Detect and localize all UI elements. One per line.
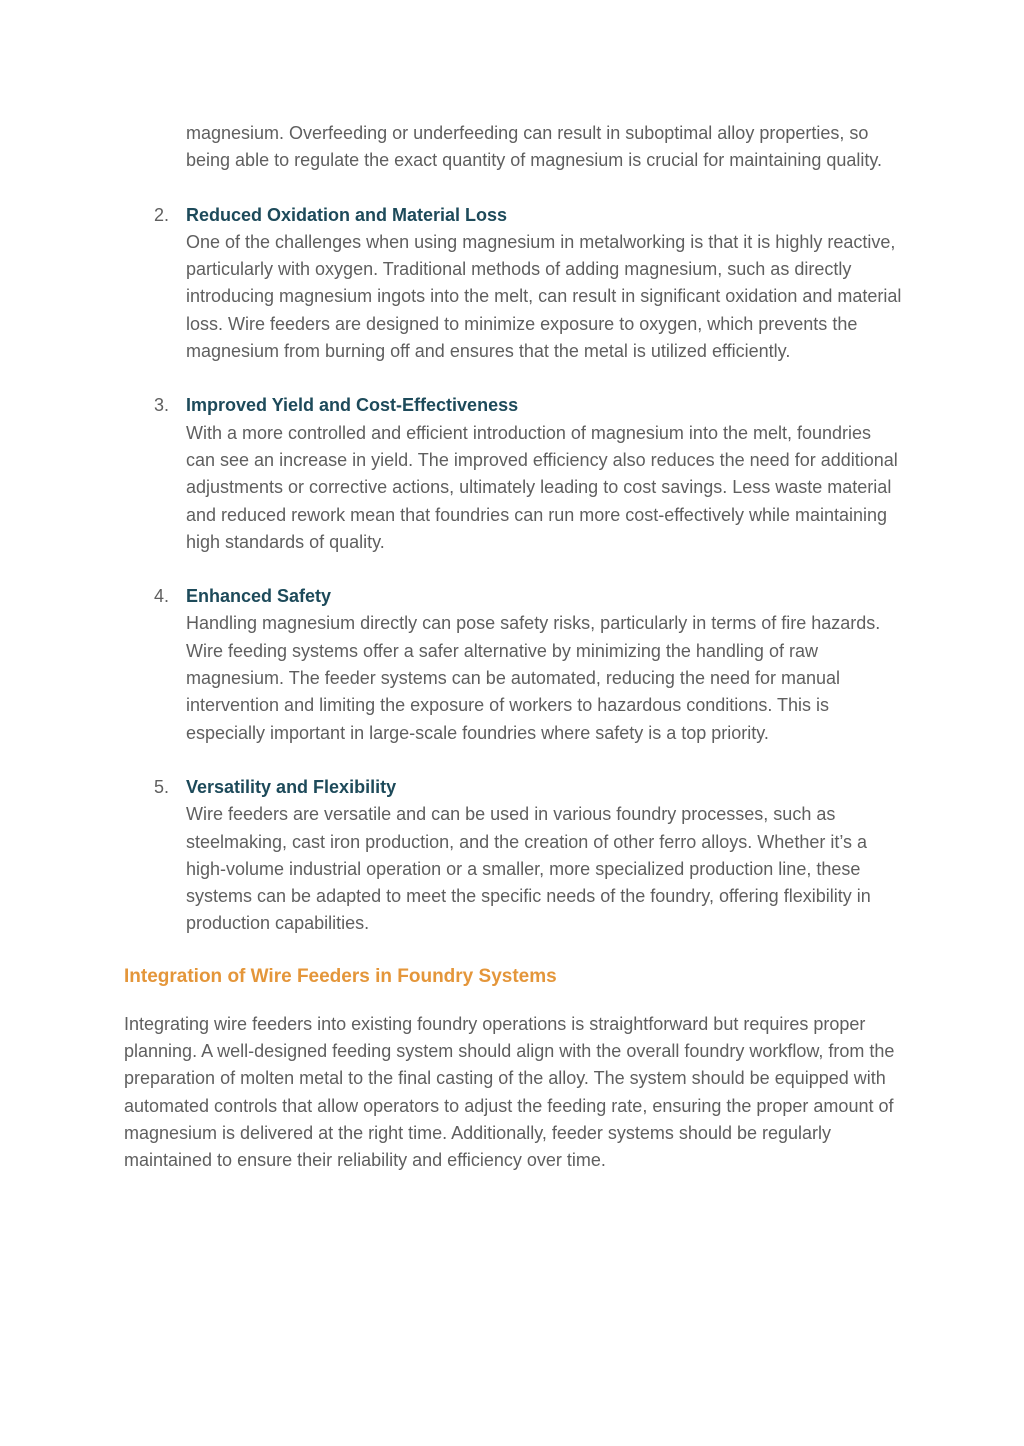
list-item-body: Wire feeders are versatile and can be used in various foundry processes, such as steelmaking, cast iron production, and the creation of other ferro alloys. Whether it’s a high-volume industrial operation or a smaller, more specialized production line, these systems can be adapted to meet the specific needs of the foundry, offering flexibility in production capabilities. [186,804,871,934]
list-item-body: With a more controlled and efficient introduction of magnesium into the melt, foundries can see an increase in yield. The improved efficiency also reduces the need for additional adjustments or corrective actions, ultimately leading to cost savings. Less waste material and reduced rework mean that foundries can run more cost-effectively while maintaining high standards of quality. [186,422,898,552]
list-item [124,774,904,938]
section-body-paragraph: Integrating wire feeders into existing foundry operations is straightforward but requires proper planning. A well-designed feeding system should align with the overall foundry workflow, from the preparation of molten metal to the final casting of the alloy. The system should be equipped with automated controls that allow operators to adjust the feeding rate, ensuring the proper amount of magnesium is delivered at the right time. Additionally, feeder systems should be regularly maintained to ensure their reliability and efficiency over time. [124,1013,895,1171]
intro-continuation-paragraph: magnesium. Overfeeding or underfeeding can result in suboptimal alloy properties, so being able to regulate the exact quantity of magnesium is crucial for maintaining quality. [186,123,883,171]
list-item-number: 3. [154,395,170,416]
section-heading: Integration of Wire Feeders in Foundry Systems [124,965,557,987]
list-item-number: 4. [154,586,170,607]
list-item-body: One of the challenges when using magnesium in metalworking is that it is highly reactive, particularly with oxygen. Traditional methods of adding magnesium, such as directly introducing magnesium ingots into the melt, can result in significant oxidation and material loss. Wire feeders are designed to minimize exposure to oxygen, which prevents the magnesium from burning off and ensures that the metal is utilized efficiently. [186,231,902,362]
list-item [124,392,904,556]
list-item-number: 5. [154,776,170,797]
list-item [124,202,904,366]
list-item-number: 2. [154,204,170,225]
list-item-title: Reduced Oxidation and Material Loss [186,204,508,225]
document-page [124,120,904,1175]
list-item-title: Versatility and Flexibility [186,776,397,797]
list-item [124,583,904,747]
list-item-title: Enhanced Safety [186,586,332,607]
list-item-title: Improved Yield and Cost-Effectiveness [186,395,519,416]
feature-list [124,202,904,938]
list-item-body: Handling magnesium directly can pose safety risks, particularly in terms of fire hazards. Wire feeding systems offer a safer alternative by minimizing the handling of raw magnesium. The feeder systems can be automated, reducing the need for manual intervention and limiting the exposure of workers to hazardous conditions. This is especially important in large-scale foundries where safety is a top priority. [186,613,881,743]
